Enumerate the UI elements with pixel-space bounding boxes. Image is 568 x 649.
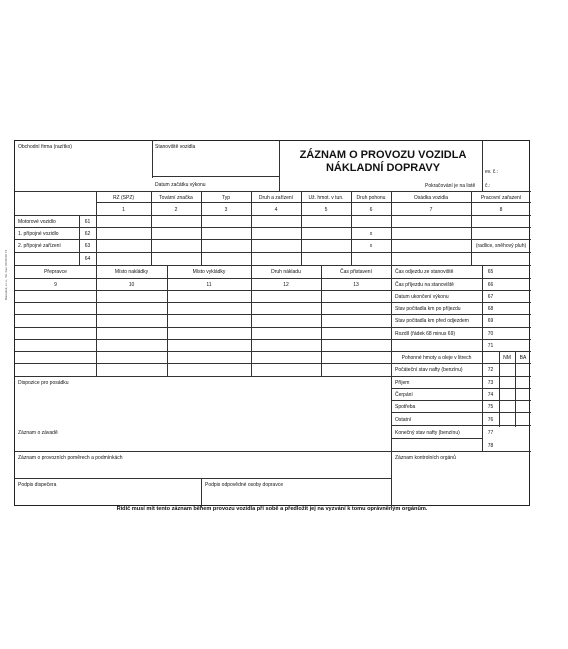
fuel-code: 77: [487, 430, 494, 436]
col-header-druh-nakladu: Druh nákladu: [271, 269, 301, 275]
col-header-misto-vykladky: Místo vykládky: [192, 269, 226, 275]
fuel-col-nm: NM: [503, 355, 511, 361]
col-number: 7: [429, 207, 433, 213]
col-number: 11: [206, 282, 212, 288]
col-header-cas-pristaveni: Čas přistavení: [340, 269, 372, 275]
rp-code: 67: [487, 294, 494, 300]
page-title: [283, 149, 483, 175]
rp-code: 70: [487, 331, 494, 337]
radlice-note: (radlice, sněhový pluh): [475, 243, 527, 249]
rp-label: Datum ukončení výkonu: [395, 294, 449, 300]
col-number: 6: [369, 207, 373, 213]
side-print: Baloušek, s.r.o., Tel. Fax: 00 00 00 74: [4, 249, 8, 300]
col-number: 2: [174, 207, 178, 213]
fuel-label: Spotřeba: [395, 404, 416, 410]
stanoviste-label: Stanoviště vozidla: [155, 144, 196, 150]
row-mark-x: x: [369, 231, 373, 237]
col-number: 5: [324, 207, 328, 213]
dispecer-label: Podpis dispečera: [18, 482, 57, 488]
row-label-motorove: Motorové vozidlo: [18, 219, 56, 225]
rp-code: 65: [487, 269, 494, 275]
col-header-osadka: Osádka vozidla: [413, 195, 449, 201]
col-number: 13: [353, 282, 359, 288]
row-label-pripojne-1: 1. přípojné vozidlo: [18, 231, 59, 237]
col-header-typ: Typ: [221, 195, 231, 201]
row-code: 62: [84, 231, 91, 237]
provozni-label: Záznam o provozních poměrech a podmínkách: [18, 455, 123, 461]
col-number: 1: [122, 207, 125, 213]
fuel-label: Příjem: [395, 380, 410, 386]
row-code: 64: [84, 256, 91, 262]
row-label-pripojne-2: 2. přípojné zařízení: [18, 243, 61, 249]
row-code: 63: [84, 243, 91, 249]
col-header-rz: RZ (SPZ): [112, 195, 135, 201]
col-number: 12: [283, 282, 289, 288]
cislo-label: č.:: [485, 183, 491, 189]
rp-code: 66: [487, 282, 494, 288]
zavady-label: Záznam o závadě: [18, 430, 58, 436]
fuel-col-ba: BA: [519, 355, 527, 361]
row-mark-x: x: [369, 243, 373, 249]
fuel-label: Konečný stav nafty (benzínu): [395, 430, 460, 436]
col-number: 8: [499, 207, 503, 213]
rp-code: 69: [487, 318, 494, 324]
col-header-druh-pohonu: Druh pohonu: [356, 195, 386, 201]
col-number: 10: [128, 282, 135, 288]
col-header-druh-zarizeni: Druh a zařízení: [258, 195, 294, 201]
rp-label: Stav počitadla km po příjezdu: [395, 306, 461, 312]
col-number: 9: [54, 282, 57, 288]
firm-label: Obchodní firma (razítko): [18, 144, 72, 150]
ev-cislo-label: ev. č.:: [485, 169, 498, 175]
fuel-label: Ostatní: [395, 417, 412, 423]
row-code: 61: [84, 219, 91, 225]
title-line-2: NÁKLADNÍ DOPRAVY: [325, 162, 441, 174]
datum-zacatku-label: Datum začátku výkonu: [155, 182, 206, 188]
rp-code: 71: [487, 343, 494, 349]
rp-label: Stav počitadla km před odjezdem: [395, 318, 469, 324]
fuel-header: Pohonné hmoty a oleje v litrech: [401, 355, 472, 361]
fuel-label: Čerpání: [395, 392, 413, 398]
col-header-tovarni-znacka: Tovární značka: [159, 195, 193, 201]
col-header-pracovni-zarazeni: Pracovní zařazení: [480, 195, 522, 201]
fuel-code: 78: [487, 443, 494, 449]
rp-label: Rozdíl (řádek 68 minus 69): [395, 331, 456, 337]
rp-label: Čas příjezdu na stanoviště: [395, 282, 454, 288]
fuel-code: 75: [487, 404, 494, 410]
fuel-code: 73: [487, 380, 494, 386]
footer-note: Řidič musí mít tento záznam během provozu vozidla při sobě a předložit jej na vyzvání k tomu oprávněným orgánům.: [116, 506, 428, 512]
fuel-code: 72: [487, 367, 494, 373]
fuel-label: Počáteční stav nafty (benzínu): [395, 367, 463, 373]
rp-code: 68: [487, 306, 494, 312]
fuel-code: 76: [487, 417, 494, 423]
fuel-code: 74: [487, 392, 494, 398]
col-number: 3: [224, 207, 228, 213]
kontrolni-label: Záznam kontrolních orgánů: [395, 455, 456, 461]
rp-label: Čas odjezdu ze stanoviště: [395, 269, 454, 275]
pokracovani-label: Pokračování je na listě: [425, 183, 476, 189]
odpovedna-label: Podpis odpovědné osoby dopravce: [205, 482, 284, 488]
col-header-prepravce: Přepravce: [44, 269, 67, 275]
form-sheet: [14, 140, 530, 506]
dispozice-label: Dispozice pro posádku: [18, 380, 69, 386]
col-header-misto-nakladky: Místo nakládky: [114, 269, 149, 275]
col-number: 4: [274, 207, 278, 213]
col-header-uz-hmot: Už. hmot. v tun.: [308, 195, 344, 201]
title-line-1: ZÁZNAM O PROVOZU VOZIDLA: [299, 149, 467, 161]
